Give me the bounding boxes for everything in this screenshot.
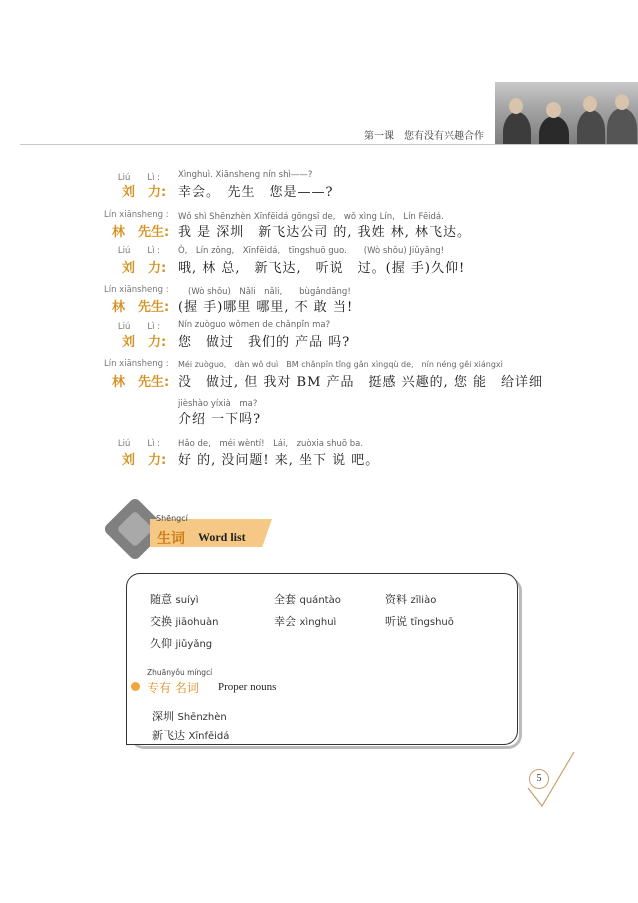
line-hanzi: (握 手)哪里 哪里, 不 敢 当! [178, 300, 354, 315]
word-item [274, 591, 341, 607]
word-hanzi: 随意 [150, 593, 172, 606]
word-hanzi: 新飞达 [152, 729, 185, 742]
word-list-title-en: Word list [198, 530, 246, 544]
line-hanzi: 介绍 一下吗? [178, 412, 262, 427]
word-pinyin: zīliào [410, 595, 437, 606]
word-item [385, 613, 454, 629]
word-pinyin: xìnghuì [299, 617, 337, 628]
speaker-pinyin: Lín xiānsheng : [104, 285, 169, 295]
proper-noun-item [152, 708, 227, 724]
page-number: 5 [529, 769, 549, 789]
line-hanzi: 没 做过, 但 我对 BM 产品 挺感 兴趣的, 您 能 给详细 [178, 375, 544, 390]
word-hanzi: 久仰 [150, 637, 172, 650]
word-item [150, 635, 212, 651]
proper-noun-item [152, 727, 229, 743]
proper-nouns-title-cn: 专有 名词 [147, 681, 199, 695]
word-hanzi: 交换 [150, 615, 172, 628]
line-pinyin: Nín zuòguo wǒmen de chǎnpǐn ma? [178, 320, 331, 330]
speaker-pinyin: Liú Lì : [117, 173, 160, 183]
lesson-title: 第一课 您有没有兴趣合作 [364, 131, 484, 142]
word-hanzi: 幸会 [274, 615, 296, 628]
line-pinyin: Xìnghuì. Xiānsheng nín shì——? [178, 170, 313, 180]
speaker-name: 刘 力: [122, 453, 167, 468]
proper-nouns-title-en: Proper nouns [218, 681, 277, 693]
word-pinyin: Xīnfēidá [188, 731, 230, 742]
speaker-name: 刘 力: [122, 261, 167, 276]
speaker-pinyin: Liú Lì : [117, 322, 160, 332]
header-rule [20, 144, 638, 145]
word-hanzi: 听说 [385, 615, 407, 628]
word-pinyin: quántào [299, 595, 341, 606]
line-hanzi: 您 做过 我们的 产品 吗? [178, 335, 351, 350]
line-pinyin: Hǎo de, méi wèntí! Lái, zuòxia shuō ba. [178, 439, 364, 449]
line-pinyin: jièshào yíxià ma? [178, 399, 258, 409]
proper-nouns-bullet-icon [131, 682, 140, 691]
word-hanzi: 深圳 [152, 710, 174, 723]
line-pinyin: Ò, Lín zǒng, Xīnfēidá, tīngshuō guo. (Wò shǒu) Jiǔyǎng! [178, 246, 445, 256]
line-hanzi: 幸会。 先生 您是——? [178, 185, 334, 200]
word-item [150, 591, 199, 607]
speaker-pinyin: Liú Lì : [117, 246, 160, 256]
word-pinyin: jiāohuàn [175, 617, 219, 628]
speaker-name: 林 先生: [112, 375, 170, 390]
word-hanzi: 资料 [385, 593, 407, 606]
line-pinyin: Wǒ shì Shēnzhèn Xīnfēidá gōngsī de, wǒ xìng Lín, Lín Fēidá. [178, 212, 444, 222]
line-hanzi: 我 是 深圳 新飞达公司 的, 我姓 林, 林飞达。 [178, 225, 472, 240]
word-list-pinyin: Shēngcí [156, 514, 188, 523]
speaker-pinyin: Lín xiānsheng : [104, 210, 169, 220]
word-pinyin: Shēnzhèn [177, 712, 227, 723]
word-item [274, 613, 336, 629]
word-pinyin: jiǔyǎng [175, 639, 213, 650]
word-pinyin: tīngshuō [410, 617, 454, 628]
line-pinyin: (Wò shǒu) Nǎli nǎli, bùgǎndāng! [188, 287, 351, 297]
speaker-name: 刘 力: [122, 185, 167, 200]
line-hanzi: 哦, 林 总, 新飞达, 听说 过。(握 手)久仰! [178, 261, 466, 276]
header-photo [495, 82, 638, 144]
speaker-pinyin: Lín xiānsheng : [104, 359, 169, 369]
speaker-name: 林 先生: [112, 300, 170, 315]
line-pinyin: Méi zuòguo, dàn wǒ duì BM chǎnpǐn tǐng gǎn xìngqù de, nín néng gěi xiángxì [178, 360, 503, 369]
word-item [385, 591, 436, 607]
speaker-pinyin: Liú Lì : [117, 439, 160, 449]
line-hanzi: 好 的, 没问题! 来, 坐下 说 吧。 [178, 453, 380, 468]
word-pinyin: suíyì [175, 595, 199, 606]
word-list-title-cn: 生词 [157, 531, 185, 547]
speaker-name: 林 先生: [112, 225, 170, 240]
proper-nouns-pinyin: Zhuānyǒu míngcí [147, 668, 213, 677]
word-item [150, 613, 218, 629]
word-hanzi: 全套 [274, 593, 296, 606]
speaker-name: 刘 力: [122, 335, 167, 350]
